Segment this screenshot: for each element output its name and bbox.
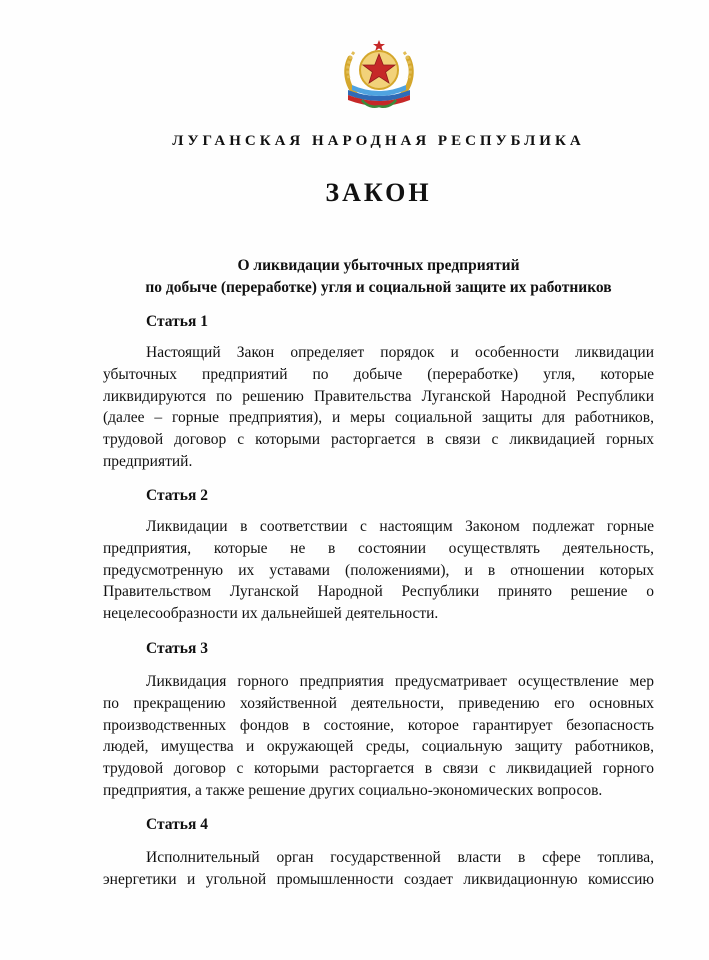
article-paragraph — [103, 516, 654, 625]
article-paragraph — [103, 847, 654, 891]
article-paragraph — [103, 342, 654, 473]
paragraph-line: убыточных предприятий по добыче (переработке) угля, которые — [103, 365, 654, 383]
paragraph-line: энергетики и угольной промышленности создает ликвидационную комиссию — [103, 870, 654, 888]
article-heading: Статья 4 — [146, 816, 208, 833]
document-type: ЗАКОН — [325, 178, 432, 207]
paragraph-line: (далее – горные предприятия), и меры социальной защиты для работников, — [103, 409, 654, 427]
law-title-line: по добыче (переработке) угля и социальной защите их работников — [145, 279, 612, 296]
paragraph-line: предприятия, которые не в состоянии осуществлять деятельность, — [103, 539, 654, 557]
lpr-coat-of-arms-icon — [340, 40, 418, 110]
law-title-line: О ликвидации убыточных предприятий — [237, 257, 520, 274]
paragraph-line: Настоящий Закон определяет порядок и особенности ликвидации — [146, 344, 654, 361]
paragraph-line: предприятий. — [103, 452, 193, 470]
paragraph-line: предусмотренную их уставами (положениями), и в отношении которых — [103, 561, 654, 579]
paragraph-line: Правительством Луганской Народной Республики принято решение о — [103, 583, 654, 601]
paragraph-line: ликвидируются по решению Правительства Луганской Народной Республики — [103, 387, 654, 405]
article-paragraph — [103, 671, 654, 802]
paragraph-line: Ликвидации в соответствии с настоящим Законом подлежат горные — [146, 518, 654, 535]
paragraph-line: производственных фондов в состояние, которое гарантирует безопасность — [103, 716, 654, 734]
paragraph-line: людей, имущества и окружающей среды, социальную защиту работников, — [103, 738, 654, 756]
article-heading: Статья 3 — [146, 640, 208, 657]
paragraph-line: трудовой договор с которыми расторгается в связи с ликвидацией горного — [103, 760, 654, 778]
article-heading: Статья 1 — [146, 313, 208, 330]
paragraph-line: Ликвидация горного предприятия предусматривает осуществление мер — [146, 673, 654, 690]
paragraph-line: предприятия, а также решение других социально-экономических вопросов. — [103, 781, 603, 799]
republic-name: ЛУГАНСКАЯ НАРОДНАЯ РЕСПУБЛИКА — [172, 133, 585, 149]
paragraph-line: Исполнительный орган государственной власти в сфере топлива, — [146, 849, 654, 866]
paragraph-line: нецелесообразности их дальнейшей деятельности. — [103, 605, 439, 623]
law-title — [0, 255, 709, 299]
article-heading: Статья 2 — [146, 487, 208, 504]
paragraph-line: по прекращению хозяйственной деятельности, приведению его основных — [103, 694, 654, 712]
paragraph-line: трудовой договор с которыми расторгается в связи с ликвидацией горных — [103, 431, 654, 449]
